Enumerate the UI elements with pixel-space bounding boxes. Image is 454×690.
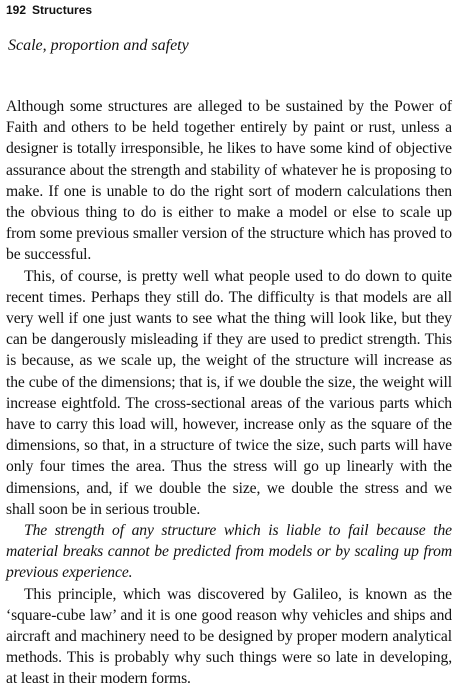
paragraph-2: This, of course, is pretty well what people used to do down to quite recent times. Perhaps they still do. The difficulty is that models are all very well if one just wants to see what the thing will look like, but they can be dangerously misleading if they are used to predict strength. This is because, as we scale up, the weight of the structure will increase as the cube of the dimensions; that is, if we double the size, the weight will increase eightfold. The cross-sectional areas of the various parts which have to carry this load will, however, increase only as the square of the dimensions, so that, in a structure of twice the size, such parts will have only four times the area. Thus the stress will go up linearly with the dimensions, and, if we double the size, we double the stress and we shall soon be in serious trouble. [6, 267, 452, 518]
section-heading: Scale, proportion and safety [8, 37, 189, 54]
chapter-title: Structures [32, 3, 93, 17]
book-page [6, 0, 452, 688]
paragraph-4: This principle, which was discovered by Galileo, is known as the ‘square-cube law’ and it is one good reason why vehicles and ships and aircraft and machinery need to be designed by proper modern analytical methods. This is probably why such things were so late in developing, at least in their modern forms. [6, 585, 452, 688]
paragraph-3-emphasis: The strength of any structure which is liable to fail because the material breaks cannot be predicted from models or by scaling up from previous experience. [6, 522, 452, 582]
running-head [6, 2, 92, 18]
body-text [6, 96, 452, 690]
paragraph-1: Although some structures are alleged to be sustained by the Power of Faith and others to be held together entirely by paint or rust, unless a designer is totally irresponsible, he likes to have some kind of objective assurance about the strength and stability of whatever he is proposing to make. If one is unable to do the right sort of modern calculations then the obvious thing to do is either to make a model or else to scale up from some previous smaller version of the structure which has proved to be successful. [6, 98, 452, 264]
page-number: 192 [6, 3, 27, 17]
